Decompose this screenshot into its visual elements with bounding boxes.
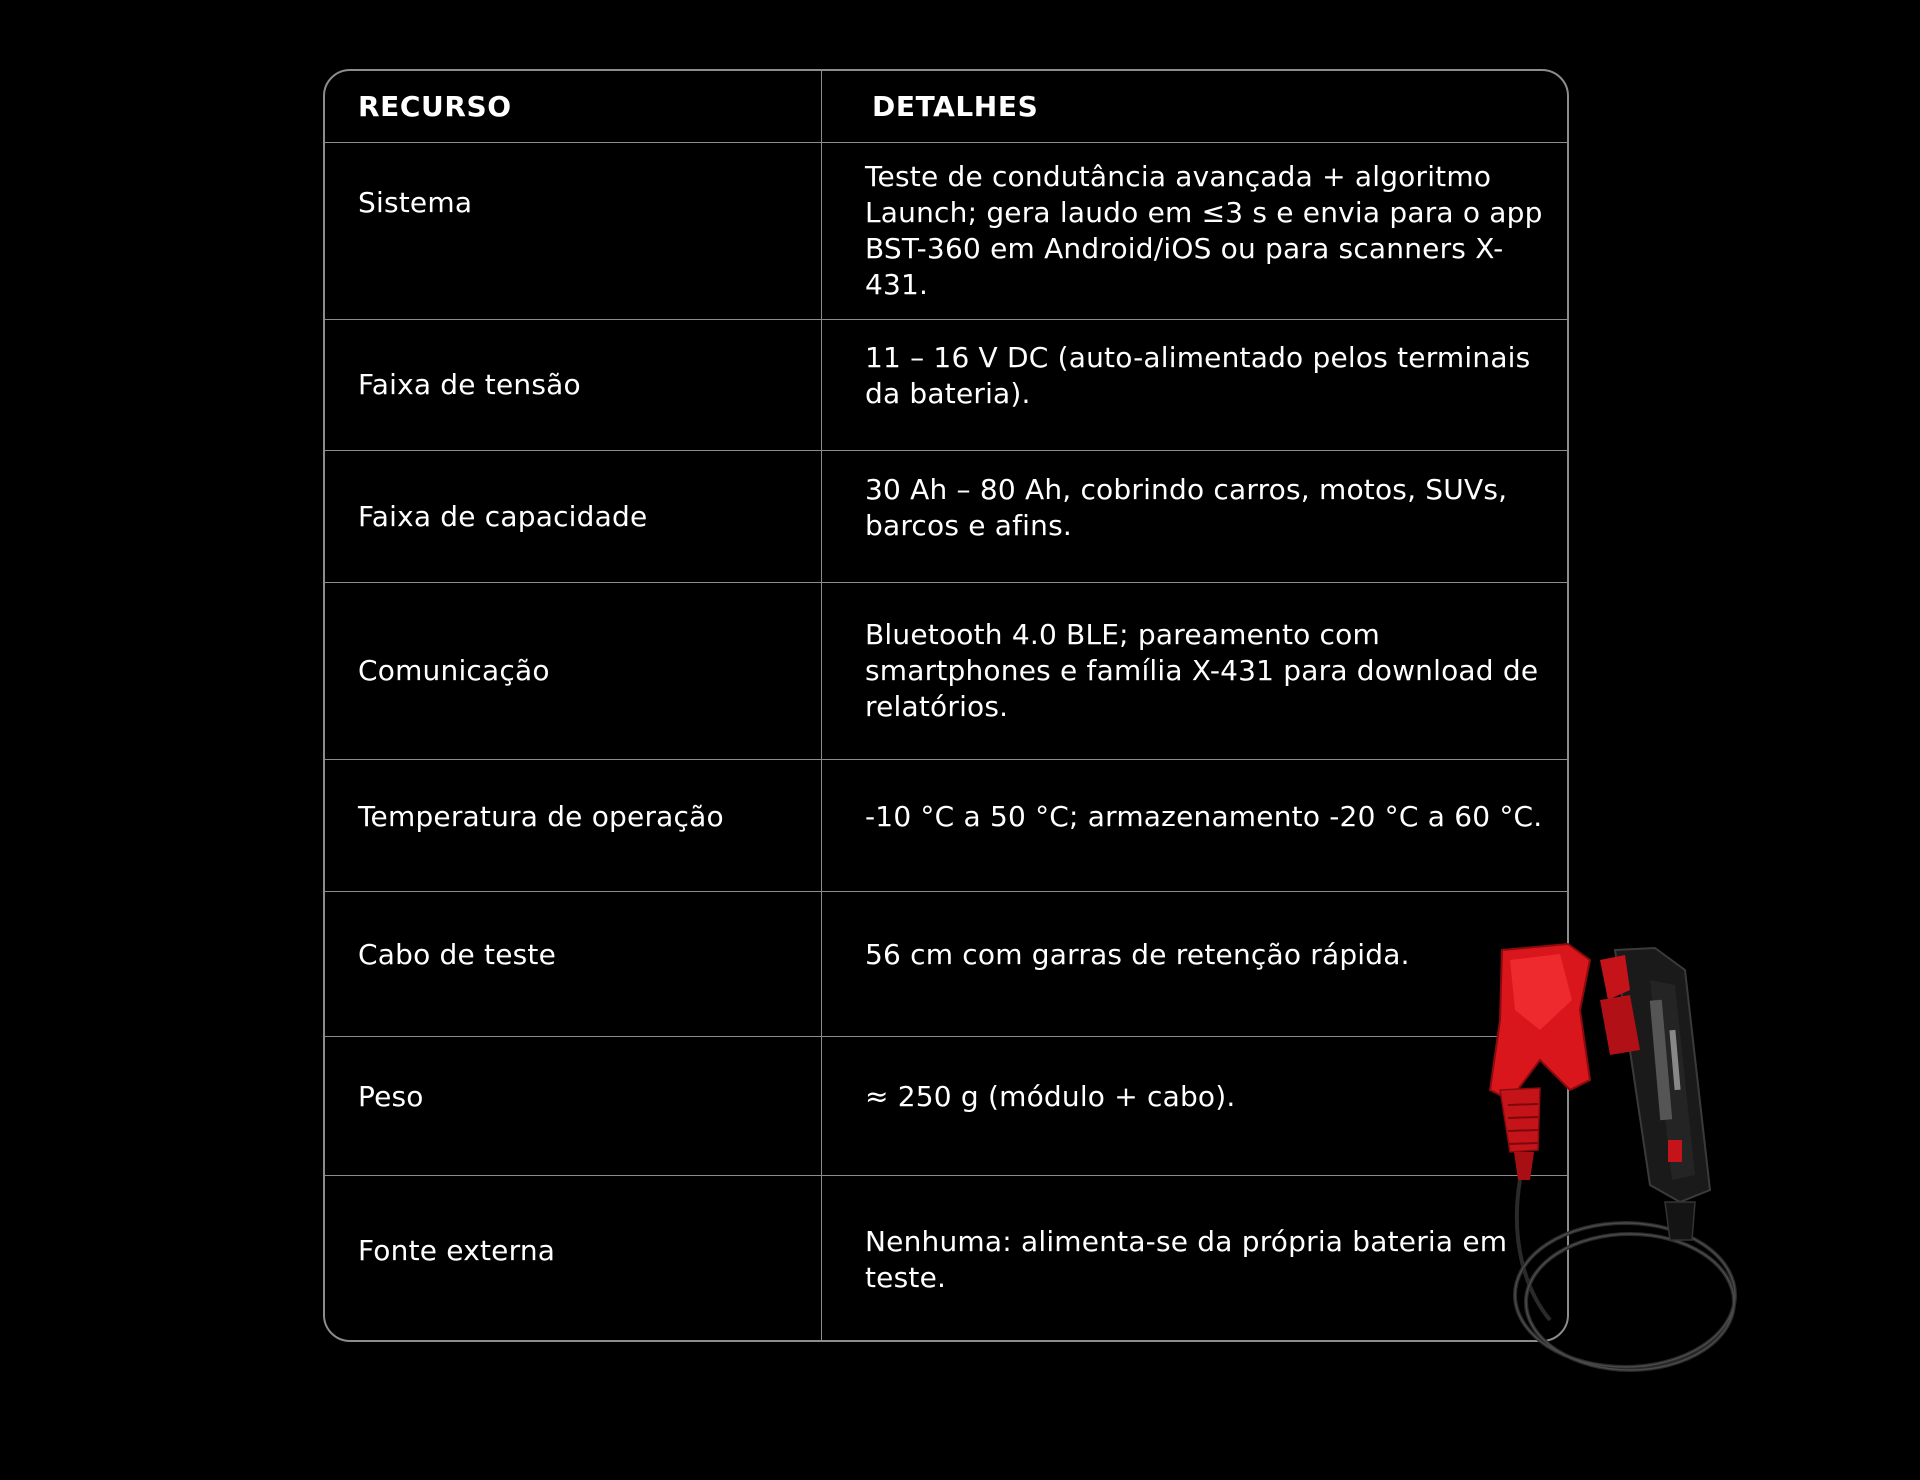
row-details: ≈ 250 g (módulo + cabo). [822,1037,1567,1176]
row-feature: Faixa de tensão [325,320,822,451]
row-feature: Peso [325,1037,822,1176]
row-details: 56 cm com garras de retenção rápida. [822,892,1567,1037]
spec-table [323,69,1569,1342]
row-details: Nenhuma: alimenta-se da própria bateria em teste. [865,1225,1508,1294]
row-details: 11 – 16 V DC (auto-alimentado pelos terminais da bateria). [822,320,1567,451]
battery-clamp-image [1480,940,1760,1430]
row-feature: Comunicação [325,583,822,760]
header-detalhes: DETALHES [822,71,1567,143]
row-feature: Fonte externa [325,1176,822,1342]
row-details: 30 Ah – 80 Ah, cobrindo carros, motos, SUVs, barcos e afins. [822,451,1567,583]
row-details: -10 °C a 50 °C; armazenamento -20 °C a 60 °C. [822,760,1567,892]
row-feature: Faixa de capacidade [325,451,822,583]
row-feature: Cabo de teste [325,892,822,1037]
row-details: Teste de condutância avançada + algoritmo Launch; gera laudo em ≤3 s e envia para o app BST-360 em Android/iOS ou para scanners X-431. [822,143,1567,320]
header-recurso: RECURSO [325,71,822,143]
row-feature: Sistema [325,143,822,320]
row-feature: Temperatura de operação [325,760,822,892]
row-details: Bluetooth 4.0 BLE; pareamento com smartphones e família X-431 para download de relatórios. [822,583,1567,760]
